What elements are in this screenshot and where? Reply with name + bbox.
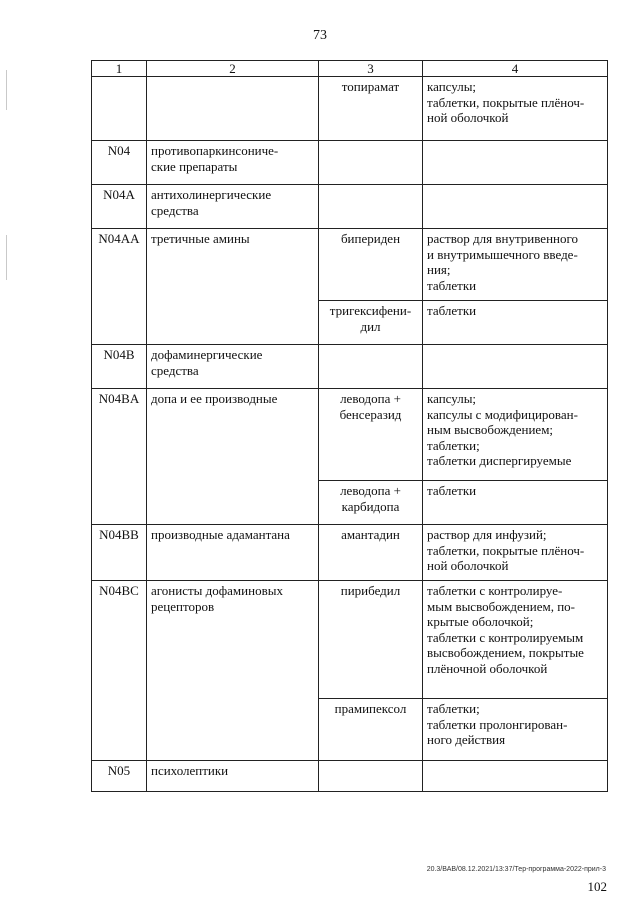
table-row	[92, 229, 608, 301]
dosage-form-cell	[423, 699, 608, 761]
cell-line: средства	[151, 202, 199, 218]
header-cell: 2	[147, 61, 319, 77]
cell-line: средства	[151, 362, 199, 378]
cell-line: таблетки, покрытые плёноч-	[427, 542, 585, 558]
drug-name-cell	[319, 185, 423, 229]
scan-artifact	[6, 70, 7, 110]
cell-line: прамипексол	[334, 701, 407, 716]
table-row	[92, 185, 608, 229]
cell-line: таблетки	[427, 483, 477, 498]
cell-line: рецепторов	[151, 598, 215, 614]
cell-line: капсулы;	[427, 79, 477, 94]
dosage-form-cell	[423, 761, 608, 792]
cell-line: мым высвобождением, по-	[427, 598, 575, 614]
cell-line: агонисты дофаминовых	[151, 583, 283, 598]
table-header-row	[92, 61, 608, 77]
atc-code-cell: N04AA	[92, 229, 147, 345]
cell-line: таблетки диспергируемые	[427, 453, 572, 468]
cell-line: пирибедил	[340, 583, 401, 598]
cell-line: ские препараты	[151, 158, 238, 174]
cell-line: капсулы;	[427, 391, 477, 406]
drug-name-cell	[319, 761, 423, 792]
drug-name-cell	[319, 229, 423, 301]
dosage-form-cell	[423, 77, 608, 141]
cell-line: и внутримышечного введе-	[427, 246, 578, 262]
cell-line: плёночной оболочкой	[427, 660, 548, 676]
cell-line: ного действия	[427, 732, 506, 747]
cell-line: таблетки пролонгирован-	[427, 716, 568, 732]
cell-line: ной оболочкой	[427, 110, 509, 125]
header-cell: 3	[319, 61, 423, 77]
cell-line: высвобождением, покрытые	[427, 645, 584, 660]
cell-line: раствор для инфузий;	[427, 527, 547, 542]
cell-line: таблетки;	[427, 701, 480, 716]
cell-line: психолептики	[151, 763, 229, 778]
cell-line: ным высвобождением;	[427, 422, 554, 437]
cell-line: дил	[360, 318, 381, 334]
atc-code-cell: N04BA	[92, 389, 147, 525]
atc-code-cell: N04BB	[92, 525, 147, 581]
group-name-cell	[147, 389, 319, 525]
dosage-form-cell	[423, 525, 608, 581]
drug-name-cell	[319, 77, 423, 141]
group-name-cell	[147, 141, 319, 185]
drug-name-cell	[319, 301, 423, 345]
dosage-form-cell	[423, 345, 608, 389]
dosage-form-cell	[423, 481, 608, 525]
table-row	[92, 525, 608, 581]
table-row	[92, 141, 608, 185]
cell-line: антихолинергические	[151, 187, 272, 202]
dosage-form-cell	[423, 185, 608, 229]
cell-line: бенсеразид	[339, 406, 402, 422]
drug-name-cell	[319, 141, 423, 185]
page-number-bottom: 102	[587, 879, 607, 894]
cell-line: тригексифени-	[329, 303, 412, 318]
dosage-form-cell	[423, 229, 608, 301]
cell-line: таблетки, покрытые плёноч-	[427, 94, 585, 110]
group-name-cell	[147, 345, 319, 389]
dosage-form-cell	[423, 581, 608, 699]
group-name-cell	[147, 229, 319, 345]
atc-code-cell	[92, 77, 147, 141]
cell-line: леводопа +	[340, 483, 401, 498]
group-name-cell	[147, 581, 319, 761]
drug-name-cell	[319, 699, 423, 761]
drug-name-cell	[319, 481, 423, 525]
cell-line: ной оболочкой	[427, 558, 509, 573]
dosage-form-cell	[423, 141, 608, 185]
group-name-cell	[147, 77, 319, 141]
cell-line: леводопа +	[340, 391, 401, 406]
atc-code-cell: N05	[92, 761, 147, 792]
scan-artifact	[6, 235, 7, 280]
header-cell: 4	[423, 61, 608, 77]
cell-line: амантадин	[341, 527, 400, 542]
drug-name-cell	[319, 389, 423, 481]
cell-line: таблетки с контролируемым	[427, 629, 584, 645]
group-name-cell	[147, 761, 319, 792]
drug-name-cell	[319, 345, 423, 389]
cell-line: капсулы с модифицирован-	[427, 406, 578, 422]
dosage-form-cell	[423, 389, 608, 481]
drug-table	[91, 60, 608, 792]
group-name-cell	[147, 185, 319, 229]
cell-line: производные адамантана	[151, 527, 290, 542]
table-body	[92, 77, 608, 792]
atc-code-cell: N04BC	[92, 581, 147, 761]
group-name-cell	[147, 525, 319, 581]
page-number-top: 73	[313, 28, 327, 43]
cell-line: карбидопа	[341, 498, 400, 514]
drug-name-cell	[319, 581, 423, 699]
cell-line: таблетки	[427, 277, 477, 293]
dosage-form-cell	[423, 301, 608, 345]
cell-line: дофаминергические	[151, 347, 263, 362]
table-row	[92, 77, 608, 141]
atc-code-cell: N04	[92, 141, 147, 185]
footer-reference: 20.3/ВАВ/08.12.2021/13:37/Тер-программа-2022-прил-3	[426, 866, 606, 873]
cell-line: таблетки с контролируе-	[427, 583, 563, 598]
table-row	[92, 761, 608, 792]
table-row	[92, 345, 608, 389]
cell-line: противопаркинсониче-	[151, 143, 279, 158]
cell-line: крытые оболочкой;	[427, 614, 534, 629]
cell-line: топирамат	[341, 79, 400, 94]
header-cell: 1	[92, 61, 147, 77]
atc-code-cell: N04A	[92, 185, 147, 229]
drug-name-cell	[319, 525, 423, 581]
cell-line: таблетки;	[427, 437, 480, 453]
table-row	[92, 389, 608, 481]
cell-line: таблетки	[427, 303, 477, 318]
table-row	[92, 581, 608, 699]
cell-line: третичные амины	[151, 231, 250, 246]
cell-line: раствор для внутривенного	[427, 231, 578, 246]
cell-line: бипериден	[340, 231, 401, 246]
atc-code-cell: N04B	[92, 345, 147, 389]
cell-line: ния;	[427, 262, 451, 277]
cell-line: допа и ее производные	[151, 391, 278, 406]
